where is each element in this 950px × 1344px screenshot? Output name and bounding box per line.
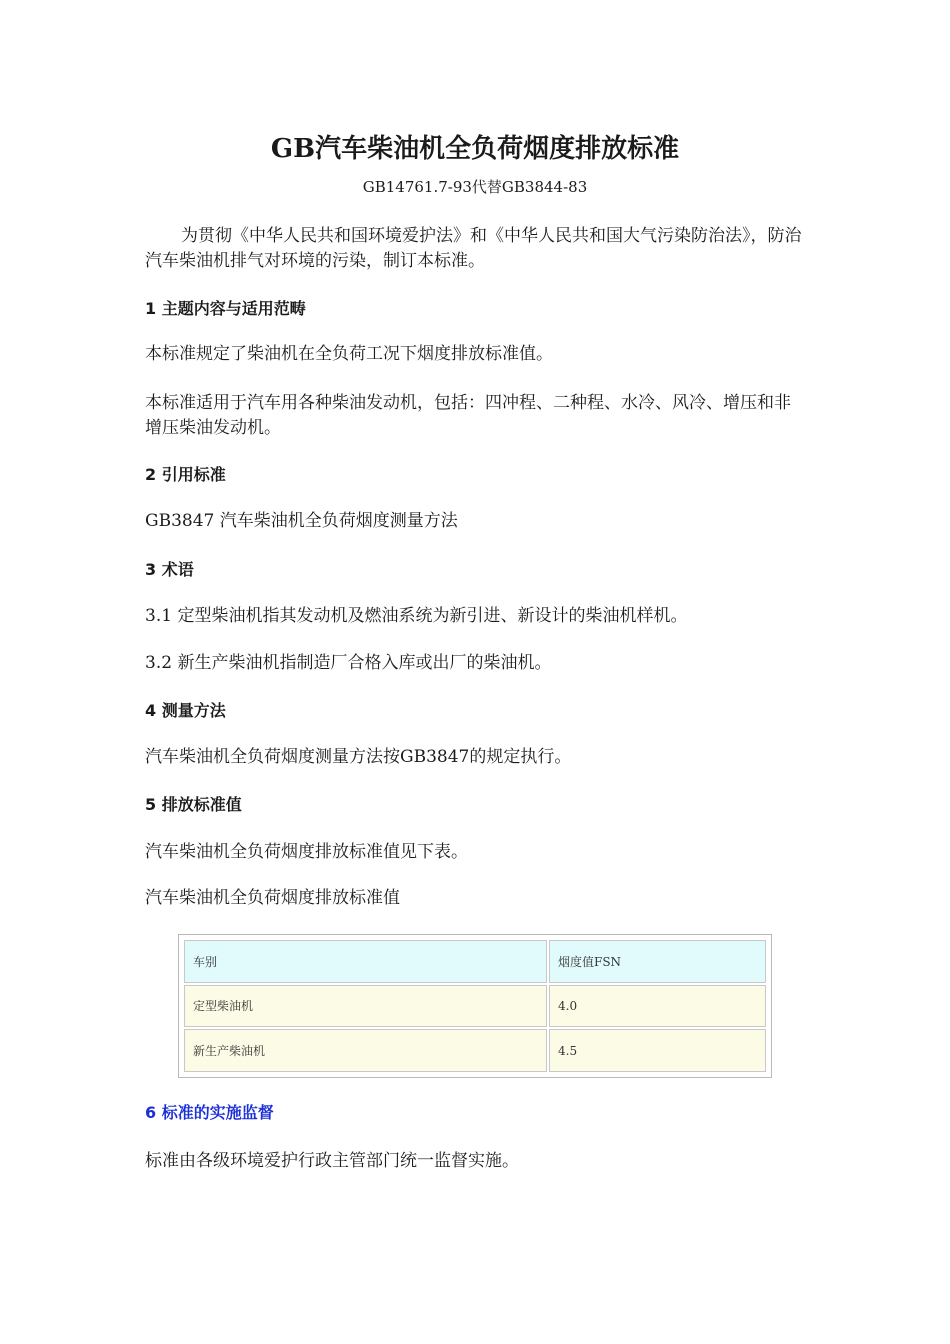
section-4-paragraph-1: 汽车柴油机全负荷烟度测量方法按GB3847的规定执行。 — [145, 747, 572, 767]
table-row — [184, 985, 766, 1028]
section-5-paragraph-1: 汽车柴油机全负荷烟度排放标准值见下表。 — [145, 842, 468, 862]
table-row — [184, 1029, 766, 1072]
table-cell: 4.0 — [549, 985, 766, 1028]
section-6-heading: 6 标准的实施监督 — [145, 1103, 274, 1122]
document-subtitle: GB14761.7-93代替GB3844-83 — [362, 178, 588, 196]
emission-standards-table — [178, 934, 772, 1078]
section-1-heading: 1 主题内容与适用范畴 — [145, 299, 306, 318]
table-header-smoke-value: 烟度值FSN — [549, 940, 766, 983]
section-4-heading: 4 测量方法 — [145, 701, 226, 720]
section-2-paragraph-1: GB3847 汽车柴油机全负荷烟度测量方法 — [145, 511, 458, 531]
table-header-row — [184, 940, 766, 983]
table-cell: 定型柴油机 — [184, 985, 547, 1028]
table-header-vehicle-type: 车别 — [184, 940, 547, 983]
section-2-heading: 2 引用标准 — [145, 465, 226, 484]
section-1-paragraph-2: 本标准适用于汽车用各种柴油发动机，包括：四冲程、二种程、水冷、风冷、增压和非增压柴油发动机。 — [145, 393, 791, 438]
document-title: GB汽车柴油机全负荷烟度排放标准 — [270, 134, 680, 164]
section-1-paragraph-1: 本标准规定了柴油机在全负荷工况下烟度排放标准值。 — [145, 344, 553, 364]
section-6-paragraph-1: 标准由各级环境爱护行政主管部门统一监督实施。 — [145, 1151, 519, 1171]
table-caption: 汽车柴油机全负荷烟度排放标准值 — [145, 888, 400, 908]
section-3-paragraph-2: 3.2 新生产柴油机指制造厂合格入库或出厂的柴油机。 — [145, 653, 552, 673]
section-3-paragraph-1: 3.1 定型柴油机指其发动机及燃油系统为新引进、新设计的柴油机样机。 — [145, 606, 688, 626]
emission-table — [182, 938, 768, 1074]
table-cell: 4.5 — [549, 1029, 766, 1072]
section-3-heading: 3 术语 — [145, 560, 194, 579]
section-5-heading: 5 排放标准值 — [145, 795, 242, 814]
intro-paragraph: 为贯彻《中华人民共和国环境爱护法》和《中华人民共和国大气污染防治法》，防治汽车柴油机排气对环境的污染，制订本标准。 — [145, 226, 802, 271]
table-cell: 新生产柴油机 — [184, 1029, 547, 1072]
